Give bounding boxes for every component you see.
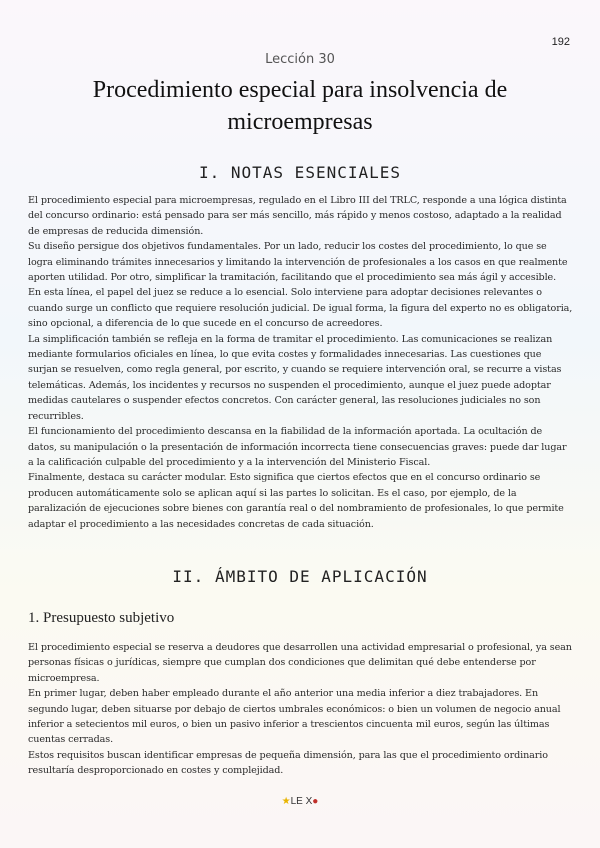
section-body-ambito (28, 640, 573, 779)
paragraph: Estos requisitos buscan identificar empresas de pequeña dimensión, para las que el procedimiento ordinario resultaría desproporcionado en costes y complejidad. (28, 749, 548, 777)
brand-text: LE X (290, 796, 313, 807)
drop-icon: ● (312, 796, 319, 807)
paragraph: El procedimiento especial para microempresas, regulado en el Libro III del TRLC, responde a una lógica distinta del concurso ordinario: está pensado para ser más sencillo, más rápido y menos costoso, adaptado a la realidad de empresas de reducida dimensión. (28, 195, 567, 237)
paragraph: En primer lugar, deben haber empleado durante el año anterior una media inferior a diez trabajadores. En segundo lugar, deben situarse por debajo de ciertos umbrales económicos: o bien un volumen de negocio anual inferior a setecientos mil euros, o bien un pasivo inferior a trescientos cincuenta mil euros, según las últimas cuentas cerradas. (28, 688, 561, 746)
paragraph: Finalmente, destaca su carácter modular. Esto significa que ciertos efectos que en el concurso ordinario se producen automáticamente solo se aplican aquí si las partes lo solicitan. Es el caso, por ejemplo, de la paralización de ejecuciones sobre bienes con garantía real o del nombramiento de profesionales, lo que permite adaptar el procedimiento a las necesidades concretas de cada situación. (28, 472, 564, 530)
section-heading-notas: I. NOTAS ESENCIALES (198, 163, 402, 182)
paragraph: Su diseño persigue dos objetivos fundamentales. Por un lado, reducir los costes del procedimiento, lo que se logra eliminando trámites innecesarios y limitando la intervención de profesionales a los casos en que realmente aporten utilidad. Por otro, simplificar la tramitación, facilitando que el procedimiento sea más ágil y accesible. (28, 241, 568, 284)
paragraph: El procedimiento especial se reserva a deudores que desarrollen una actividad empresarial o profesional, ya sean personas físicas o jurídicas, siempre que cumplan dos condiciones que delimitan qué debe entenderse por microempresa. (28, 642, 572, 684)
footer-brand (0, 796, 600, 807)
lesson-label: Lección 30 (265, 52, 335, 67)
page-number: 192 (551, 36, 570, 48)
paragraph: El funcionamiento del procedimiento descansa en la fiabilidad de la información aportada. La ocultación de datos, su manipulación o la presentación de información incorrecta tiene consecuencias graves: puede dar lugar a la calificación culpable del procedimiento y a la intervención del Ministerio Fiscal. (28, 426, 567, 468)
section-heading-ambito: II. ÁMBITO DE APLICACIÓN (172, 567, 428, 586)
star-icon: ★ (281, 796, 291, 807)
paragraph: En esta línea, el papel del juez se reduce a lo esencial. Solo interviene para adoptar decisiones relevantes o cuando surge un conflicto que requiere resolución judicial. De igual forma, la figura del experto no es obligatoria, sino opcional, a diferencia de lo que sucede en el concurso de acreedores. (28, 287, 573, 330)
section-body-notas (28, 193, 573, 532)
subsection-heading: 1. Presupuesto subjetivo (28, 610, 175, 626)
paragraph: La simplificación también se refleja en la forma de tramitar el procedimiento. Las comunicaciones se realizan mediante formularios oficiales en línea, lo que evita costes y formalidades innecesarias. Las cuestiones que surjan se resuelven, como regla general, por escrito, y cuando se requiere intervención oral, se recurre a vistas telemáticas. Además, los incidentes y recursos no suspenden el procedimiento, aunque el juez puede adoptar medidas cautelares o suspender efectos concretos. Con carácter general, las resoluciones judiciales no son recurribles. (28, 333, 562, 422)
page-title: Procedimiento especial para insolvencia de microempresas (92, 77, 508, 135)
